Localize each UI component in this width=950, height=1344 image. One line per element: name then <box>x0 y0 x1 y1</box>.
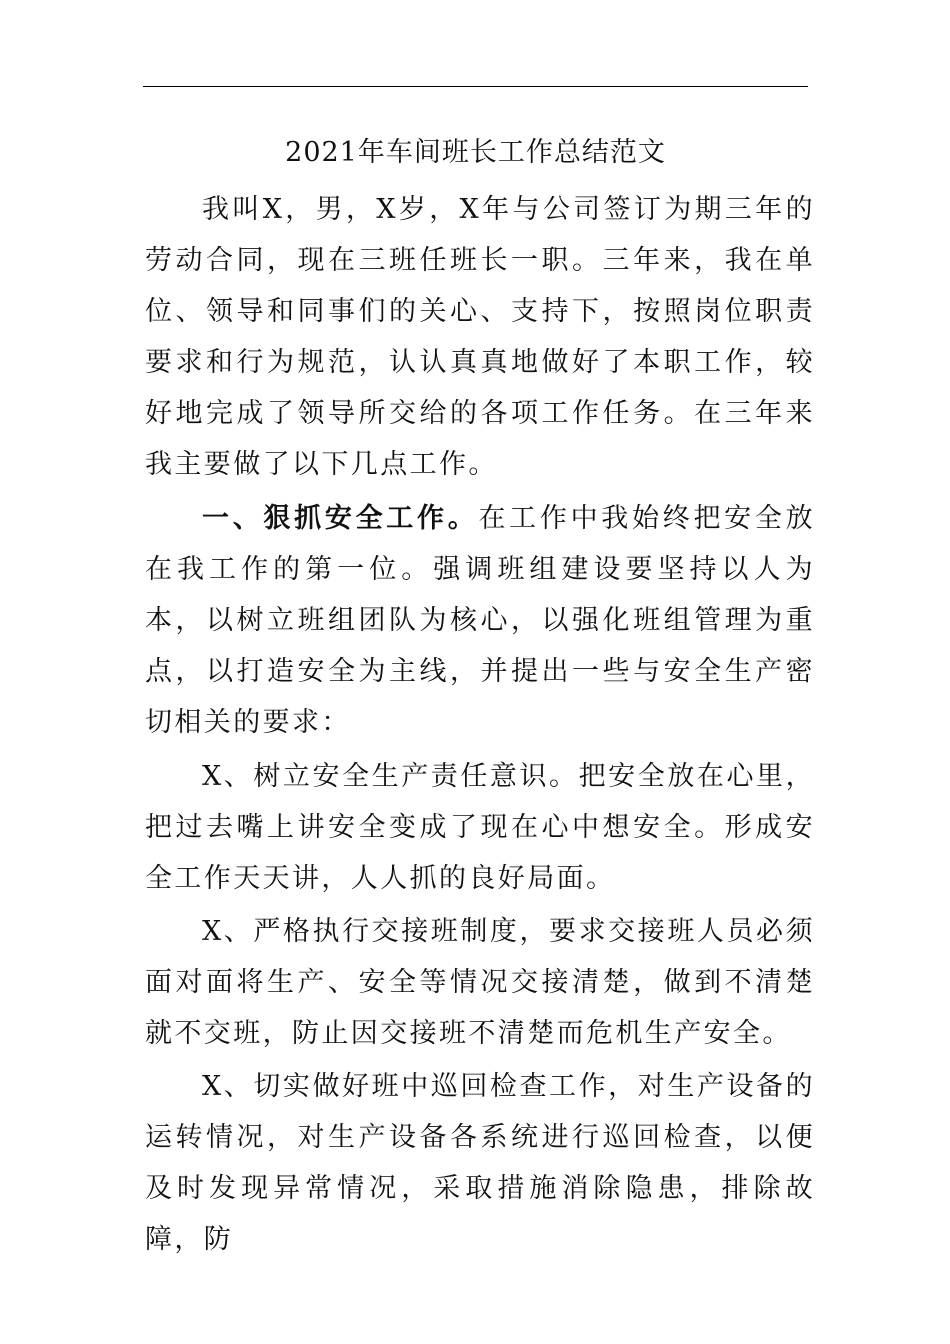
paragraph-text: 我叫X，男，X岁，X年与公司签订为期三年的劳动合同，现在三班任班长一职。三年来，我在单位、领导和同事们的关心、支持下，按照岗位职责要求和行为规范，认认真真地做好了本职工作，较好地完成了领导所交给的各项工作任务。在三年来我主要做了以下几点工作。 <box>145 194 815 480</box>
paragraph-section-one <box>145 493 815 748</box>
paragraph-item-2 <box>145 906 815 1059</box>
document-body <box>145 184 815 1269</box>
paragraph-text: 在工作中我始终把安全放在我工作的第一位。强调班组建设要坚持以人为本，以树立班组团队为核心，以强化班组管理为重点，以打造安全为主线，并提出一些与安全生产密切相关的要求： <box>145 503 815 738</box>
paragraph-item-1 <box>145 751 815 904</box>
document-title: 2021年车间班长工作总结范文 <box>285 137 666 168</box>
paragraph-text: X、严格执行交接班制度，要求交接班人员必须面对面将生产、安全等情况交接清楚，做到不清楚就不交班，防止因交接班不清楚而危机生产安全。 <box>145 916 815 1049</box>
paragraph-text: X、树立安全生产责任意识。把安全放在心里，把过去嘴上讲安全变成了现在心中想安全。形成安全工作天天讲，人人抓的良好局面。 <box>145 761 815 894</box>
paragraph-intro <box>145 184 815 490</box>
section-heading: 一、狠抓安全工作。 <box>202 503 479 534</box>
paragraph-item-3 <box>145 1061 815 1265</box>
header-rule <box>143 86 808 87</box>
paragraph-text: X、切实做好班中巡回检查工作，对生产设备的运转情况，对生产设备各系统进行巡回检查，以便及时发现异常情况，采取措施消除隐患，排除故障，防 <box>145 1071 815 1255</box>
